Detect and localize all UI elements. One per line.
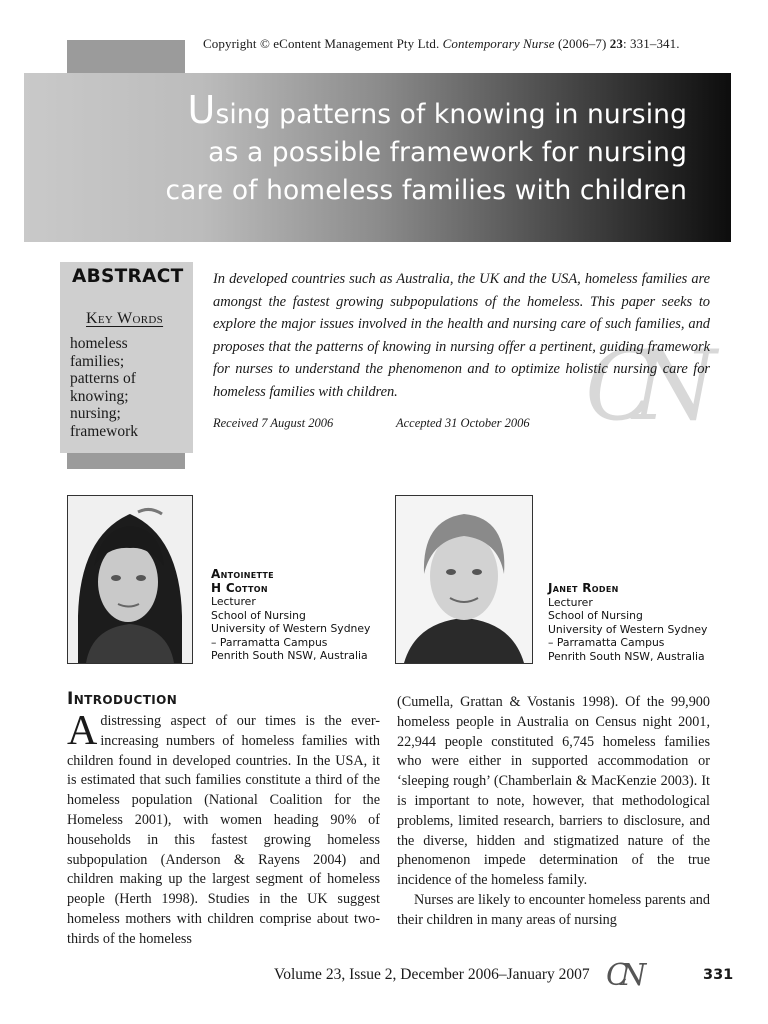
article-title [47, 88, 687, 210]
author-name: Antoinette [211, 567, 274, 581]
abstract-body: In developed countries such as Australia, the UK and the USA, homeless families are amongst the fastest growing subpopulations of the homeless. This paper seeks to explore the major issues involved in the health and nursing care of such families, and proposes that the patterns of knowing in nursing offer a pertinent, guiding framework for nurses to understand the phenomenon and to optimize holistic nursing care for homeless families with children. [213, 271, 710, 400]
author-photo-roden [395, 495, 533, 664]
keyword-item: patterns of [70, 370, 136, 387]
grey-tab-bottom [67, 453, 185, 469]
keyword-item: homeless [70, 335, 128, 352]
title-line-1 [47, 88, 687, 134]
footer-cn-logo: CN [606, 958, 638, 993]
intro-paragraph-1-cont: (Cumella, Grattan & Vostanis 1998). Of the 99,900 homeless people in Australia on Census night 2001, 22,944 people constituted 6,745 homeless families who were either in supported accommodation or ‘sleeping rough’ (Chamberlain & MacKenzie 2003). It is important to note, however, that methodological problems, limited research, barriers to disclosure, and the diverse, hidden and stigmatized nature of the phenomenon impede determination of the true incidence of the homeless family. [397, 694, 710, 889]
title-initial: U [187, 88, 216, 132]
author-campus: – Parramatta Campus [548, 636, 665, 649]
body-column-right [397, 693, 710, 931]
title-line-1-rest: sing patterns of knowing in nursing [215, 99, 687, 130]
body-column-left [67, 708, 380, 950]
author-name: Janet Roden [548, 581, 619, 595]
drop-cap: A [67, 708, 98, 754]
intro-paragraph-2: Nurses are likely to encounter homeless parents and their children in many areas of nursing [397, 891, 710, 928]
author-school: School of Nursing [548, 609, 643, 622]
keywords-list [70, 335, 185, 440]
intro-paragraph-1-text: distressing aspect of our times is the ever-increasing numbers of homeless families with children found in developed countries. In the USA, it is estimated that such families constitute a third of the homeless population (National Coalition for the Homeless 2001), with women heading 90% of households in this fastest growing homeless subpopulation (Anderson & Rayens 2004) and children making up the largest segment of homeless people (Herth 1998). Studies in the UK suggest homeless mothers with children comprise about two-thirds of the homeless [67, 713, 380, 947]
received-date: Received 7 August 2006 [213, 416, 334, 430]
author-role: Lecturer [211, 595, 256, 608]
footer-issue: Volume 23, Issue 2, December 2006–January 2007 [274, 966, 590, 983]
keyword-item: nursing; [70, 405, 121, 422]
author-name: H Cotton [211, 580, 268, 595]
keyword-item: framework [70, 422, 138, 440]
keyword-item: families; [70, 352, 125, 370]
journal-volume: 23 [609, 36, 623, 51]
author-info-cotton [211, 568, 391, 663]
title-band [24, 73, 731, 242]
title-line-2: as a possible framework for nursing [208, 137, 687, 168]
author-address: Penrith South NSW, Australia [548, 649, 705, 663]
intro-paragraph-1 [67, 708, 380, 950]
journal-pages: : 331–341. [623, 36, 680, 51]
title-line-3: care of homeless families with children [165, 175, 687, 206]
cn-watermark-logo: CN [585, 330, 691, 442]
keywords-heading: Key Words [86, 310, 164, 327]
portrait-woman-dark-hair [68, 496, 192, 663]
author-address: Penrith South NSW, Australia [211, 649, 368, 662]
author-school: School of Nursing [211, 608, 306, 622]
journal-years: (2006–7) [557, 36, 607, 51]
introduction-heading: Introduction [67, 689, 178, 709]
accepted-date: Accepted 31 October 2006 [396, 416, 530, 430]
author-university: University of Western Sydney [211, 622, 371, 635]
grey-tab-top [67, 40, 185, 74]
portrait-woman-grey-hair [396, 496, 532, 663]
author-campus: – Parramatta Campus [211, 635, 328, 649]
author-university: University of Western Sydney [548, 622, 708, 636]
page-number: 331 [703, 967, 734, 983]
author-photo-cotton [67, 495, 193, 664]
author-role: Lecturer [548, 595, 593, 609]
abstract-heading: ABSTRACT [72, 266, 184, 287]
copyright-prefix: Copyright © eContent Management Pty Ltd. [203, 36, 440, 51]
copyright-line [203, 36, 743, 52]
keyword-item: knowing; [70, 387, 129, 405]
journal-name: Contemporary Nurse [442, 36, 555, 51]
author-info-roden [548, 582, 728, 663]
